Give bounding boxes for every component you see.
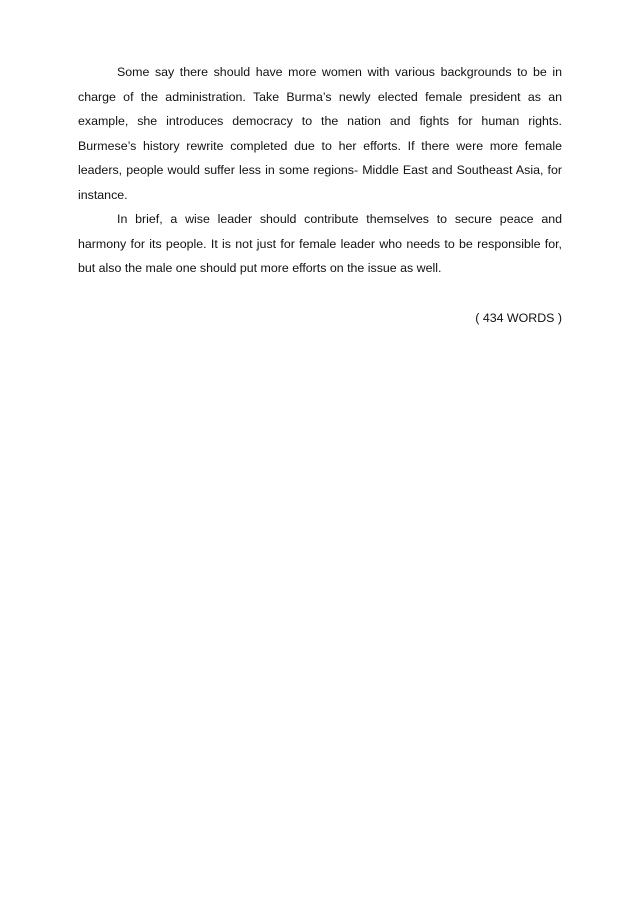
word-count: ( 434 WORDS ) xyxy=(475,310,562,325)
paragraph-conclusion: In brief, a wise leader should contribute themselves to secure peace and harmony for its people. It is not just for female leader who needs to be responsible for, but also the male one should put more efforts on the issue as well. xyxy=(78,212,562,275)
document-body xyxy=(78,60,562,330)
paragraph-women-leadership: Some say there should have more women with various backgrounds to be in charge of the administration. Take Burma’s newly elected female president as an example, she introduces democracy to the nation and fights for human rights. Burmese’s history rewrite completed due to her efforts. If there were more female leaders, people would suffer less in some regions- Middle East and Southeast Asia, for instance. xyxy=(78,65,562,202)
